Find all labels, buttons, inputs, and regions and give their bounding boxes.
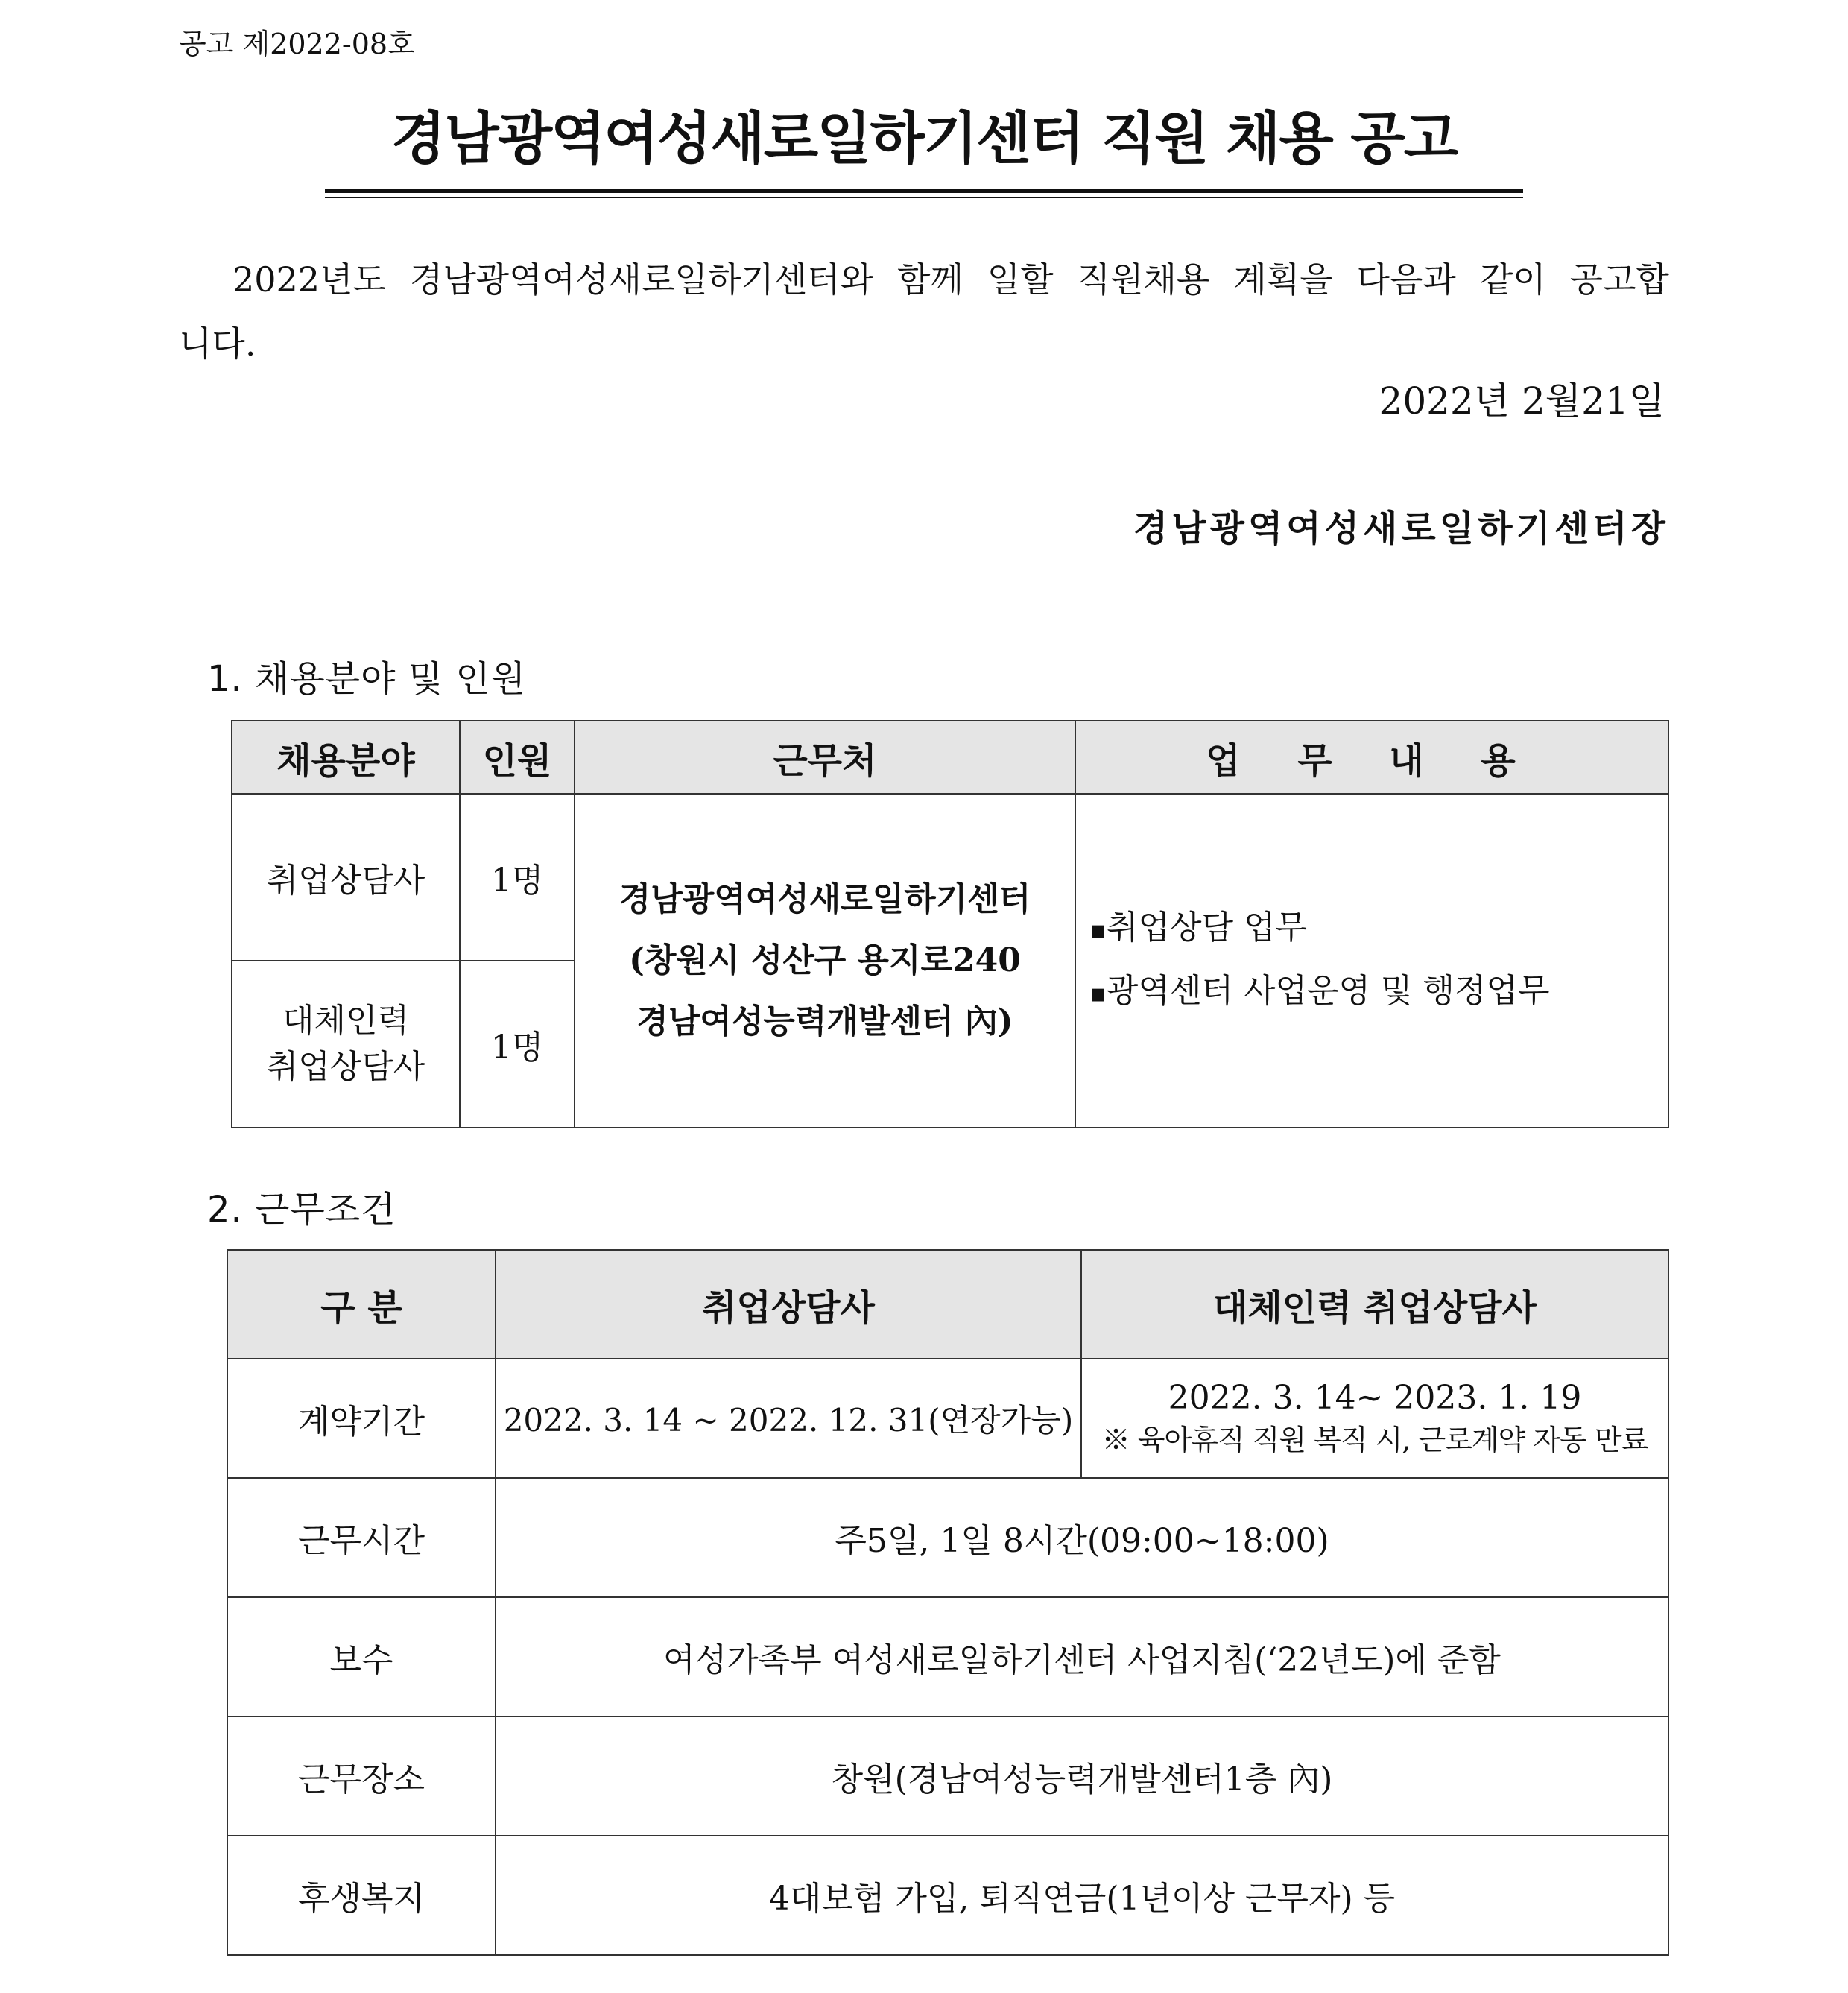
- table-row: [227, 1597, 1668, 1716]
- intro-text: 2022년도 경남광역여성새로일하기센터와 함께 일할 직원채용 계획을 다음과 같이 공고합니다.: [179, 259, 1669, 364]
- title-underline-thin: [325, 197, 1523, 198]
- header-substitute: 대체인력 취업상담사: [1081, 1250, 1668, 1359]
- duty-item: ▪ 광역센터 사업운영 및 행정업무: [1089, 961, 1668, 1024]
- table-header-row: [232, 721, 1668, 794]
- row-label: 근무시간: [227, 1478, 496, 1597]
- count-cell: 1명: [460, 961, 575, 1128]
- header-counselor: 취업상담사: [496, 1250, 1081, 1359]
- workplace-line: 경남광역여성새로일하기센터: [618, 880, 1031, 918]
- contract-counselor: 2022. 3. 14 ~ 2022. 12. 31(연장가능): [496, 1359, 1081, 1478]
- recruitment-table: [231, 720, 1669, 1128]
- contract-note: ※ 육아휴직 직원 복직 시, 근로계약 자동 만료: [1101, 1424, 1648, 1456]
- contract-substitute: [1081, 1359, 1668, 1478]
- row-label: 근무장소: [227, 1716, 496, 1836]
- row-value: 4대보험 가입, 퇴직연금(1년이상 근무자) 등: [496, 1836, 1668, 1955]
- title-underline-thick: [325, 189, 1523, 193]
- table-header-row: [227, 1250, 1668, 1359]
- header-category: 구 분: [227, 1250, 496, 1359]
- section2-title: 2. 근무조건: [207, 1189, 396, 1231]
- intro-paragraph: [179, 247, 1669, 376]
- workplace-line: (창원시 성산구 용지로240: [629, 941, 1021, 979]
- duties-cell: [1075, 794, 1668, 1128]
- page-title: 경남광역여성새로일하기센터 직원 채용 공고: [390, 105, 1458, 171]
- table-row: [232, 794, 1668, 961]
- row-value: 창원(경남여성능력개발센터1층 內): [496, 1716, 1668, 1836]
- section1-title: 1. 채용분야 및 인원: [207, 658, 527, 700]
- conditions-table: [227, 1249, 1669, 1956]
- table-row: [227, 1359, 1668, 1478]
- row-label: 계약기간: [227, 1359, 496, 1478]
- table-row: [227, 1478, 1668, 1597]
- contract-substitute-period: 2022. 3. 14~ 2023. 1. 19: [1168, 1379, 1582, 1417]
- table-row: [227, 1716, 1668, 1836]
- header-workplace: 근무처: [575, 721, 1075, 794]
- field-cell: [232, 961, 460, 1128]
- row-value: 여성가족부 여성새로일하기센터 사업지침(‘22년도)에 준함: [496, 1597, 1668, 1716]
- row-label: 보수: [227, 1597, 496, 1716]
- announcement-date: 2022년 2월21일: [1379, 379, 1665, 423]
- header-duties: 업 무 내 용: [1075, 721, 1668, 794]
- count-cell: 1명: [460, 794, 575, 961]
- header-field: 채용분야: [232, 721, 460, 794]
- notice-number: 공고 제2022-08호: [179, 28, 415, 60]
- field-cell: 취업상담사: [232, 794, 460, 961]
- title-block: [325, 93, 1523, 198]
- row-label: 후생복지: [227, 1836, 496, 1955]
- field-line: 취업상담사: [266, 1048, 425, 1086]
- workplace-line: 경남여성능력개발센터 內): [636, 1002, 1013, 1040]
- field-line: 대체인력: [282, 1002, 409, 1040]
- workplace-cell: [575, 794, 1075, 1128]
- table-row: [227, 1836, 1668, 1955]
- signer: 경남광역여성새로일하기센터장: [1133, 508, 1669, 549]
- duty-item: ▪ 취업상담 업무: [1089, 897, 1668, 961]
- row-value: 주5일, 1일 8시간(09:00~18:00): [496, 1478, 1668, 1597]
- header-count: 인원: [460, 721, 575, 794]
